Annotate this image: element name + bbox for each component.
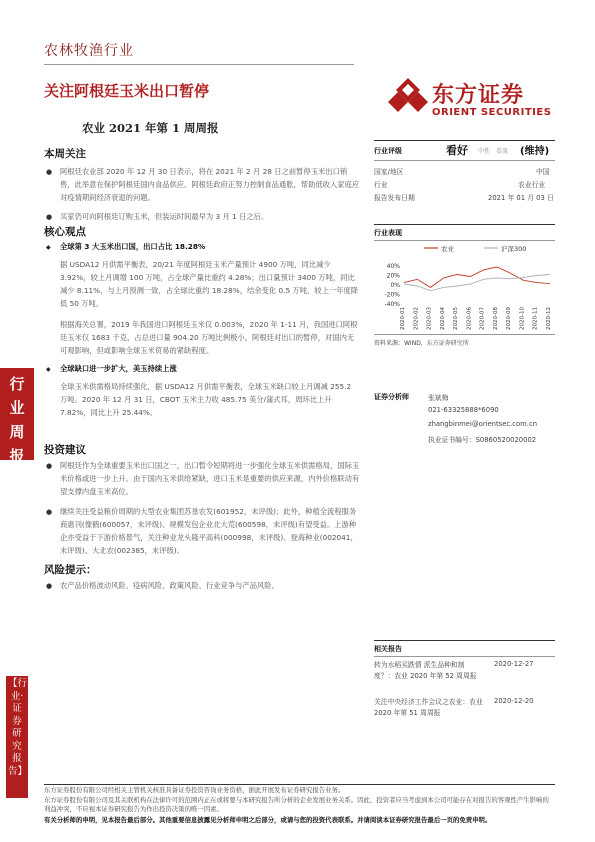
x-tick-label: 2020-05 [453,307,460,330]
x-tick-label: 2020-12 [546,307,552,330]
risk-paragraph: 农产品价格波动风险、疫病风险、政策风险、行业竞争与产品风险。 [60,581,279,590]
x-tick-label: 2020-07 [479,307,486,330]
related-report-link[interactable]: 转为水稻买跌情 派生品种和制度？：农业 2020 年第 52 周周报 [374,661,477,680]
rating-row-key: 行业 [374,181,388,189]
series-line [404,275,550,291]
performance-heading: 行业表现 [374,229,402,237]
analyst-phone: 021-63325888*6090 [428,406,499,414]
square-bullet-icon: ◆ [46,244,51,251]
divider [374,640,555,641]
x-tick-label: 2020-06 [466,307,473,330]
chart-source: 资料来源：WIND，东方证券研究所 [374,340,469,347]
report-title: 关注阿根廷玉米出口暂停 [44,82,210,100]
y-tick-label: 0% [390,282,400,289]
series-line [404,267,550,287]
divider [44,64,354,65]
rating-row-value: 中国 [536,168,550,176]
analyst-heading: 证券分析师 [374,393,409,401]
x-tick-label: 2020-10 [519,307,526,330]
vertical-label: 【行业·证券研究报告】 [8,678,28,777]
core-point-2-title: 全球缺口进一步扩大，美玉持续上涨 [60,364,177,373]
divider [374,224,555,225]
legend-label: 农业 [441,245,454,253]
bullet-icon: ● [46,582,53,590]
sector-title: 农林牧渔行业 [44,43,134,59]
core-point-1-title: 全球第 3 大玉米出口国，出口占比 18.28% [60,242,206,251]
x-tick-label: 2020-11 [532,307,539,330]
logo-name-en: ORIENT SECURITIES [432,107,552,118]
core-heading: 核心观点 [44,226,86,238]
advice-paragraph-1: 阿根廷作为全球重要玉米出口国之一，出口暂令短期将进一步强化全球玉米供需格局，国际玉米价格或进一步上升。由于国内玉米供给紧缺，进口玉米是重要的供应来源，内外价格联动有望支撑内盘玉米高位。 [60,461,360,496]
focus-heading: 本周关注 [44,148,86,160]
x-tick-label: 2020-09 [506,307,513,330]
bullet-icon: ● [46,462,53,470]
x-tick-label: 2020-01 [400,307,406,330]
y-tick-label: -40% [384,301,400,308]
rating-value: 看好 [446,144,468,157]
x-tick-label: 2020-04 [439,307,446,330]
bullet-icon: ● [46,213,53,221]
core-point-2-text: 全球玉米供需格局持续强化，据 USDA12 月供需平衡表，全球玉米缺口较上月调减 255.2 万吨。2020 年 12 月 31 日，CBOT 玉米主力收 485.75 美分/蒲式耳，周环比上升 7.82%，同比上升 25.44%。 [60,382,352,417]
related-report-date: 2020-12-20 [494,697,534,705]
risk-heading: 风险提示： [44,564,97,576]
rating-row-value: 2021 年 01 月 03 日 [488,194,554,202]
rating-label: 行业评级 [374,147,402,155]
x-tick-label: 2020-03 [426,307,433,330]
x-tick-label: 2020-02 [413,307,420,330]
y-tick-label: 20% [386,272,400,280]
focus-paragraph-1: 阿根廷农业部 2020 年 12 月 30 日表示，将在 2021 年 2 月 28 日之前暂停玉米出口销售，此举意在保护阿根廷国内食品供应。阿根廷政府正努力控制食品通胀，帮助低收入家庭应对疫情期间经济衰退的问题。 [60,167,360,202]
divider [374,240,555,241]
core-point-1-text: 据 USDA12 月供需平衡表，20/21 年度阿根廷玉米产量预计 4900 万吨，同比减少 3.92%，较上月调增 100 万吨，占全球产量比重约 4.28%；出口量预计 3400 万吨，同比减少 8.11%，与上月预测一致，占全球比重约 18.28%，结余变化 0.5 万吨，较上一年度降低 50 万吨。 [60,260,359,308]
footer-line-1: 东方证券股份有限公司经相关主管机关核准具备证券投资咨询业务资格，据此开展发布证券研究报告业务。 [44,786,345,794]
logo-name-cn: 东方证券 [432,83,525,108]
related-report-date: 2020-12-27 [494,660,534,668]
x-tick-label: 2020-08 [492,307,499,330]
rating-row-key: 报告发布日期 [374,194,415,202]
square-bullet-icon: ◆ [46,366,51,373]
divider [374,160,555,161]
analyst-name: 张斌梅 [428,394,449,402]
divider [374,140,555,141]
report-type-label: 行业周报 [9,375,25,465]
report-subtitle: 农业 2021 年第 1 周周报 [82,121,219,135]
divider [44,784,555,785]
footer-line-2: 东方证券股份有限公司及其关联机构在法律许可的范围内正在或将要与本研究报告所分析的企业发展业务关系。因此，投资者应当考虑到本公司可能存在对报告的客观性产生影响的利益冲突，不应视本证券研究报告为作出投资决策的唯一因素。 [44,796,549,813]
rating-row-key: 国家/地区 [374,168,404,176]
divider [374,334,555,335]
rating-row-value: 农业行业 [518,181,546,189]
divider [374,656,555,657]
y-tick-label: -20% [384,291,400,299]
orient-logo-icon [388,76,428,116]
footer-line-3: 有关分析师的申明，见本报告最后部分。其他重要信息披露见分析师申明之后部分，或请与您的投资代表联系。并请阅读本证券研究报告最后一页的免责申明。 [44,816,492,824]
rating-status: (维持) [520,146,550,157]
performance-chart [374,242,555,332]
focus-paragraph-2: 买家仍可向阿根廷订购玉米，但装运时间最早为 3 月 1 日之后。 [60,212,269,221]
core-point-1-text-2: 根据海关总署，2019 年我国进口阿根廷玉米仅 0.003%，2020 年 1-11 月，我国进口阿根廷玉米仅 1683 千克，占总进口量 904.20 万吨比例极小，阿根廷对出口的暂停，对国内无可观影响，但或影响全球玉米贸易的紧缺程度。 [60,320,358,355]
y-tick-label: 40% [386,263,400,270]
advice-paragraph-2: 继续关注受益粮价周期的大型农业集团苏垦农发(601952，未评级)；此外，种植全流程服务商惠刊(像鹤(600057，未评级)、规模发包企业北大荒(600598，未评级)有望受益。上游种企亦受益于下游价格景气，关注种业龙头隆平高科(000998，未评级)、登海种业(002041，未评级)、大北农(002385，未评级)。 [60,507,358,555]
legend-label: 沪深300 [501,245,527,253]
analyst-cert: 执业证书编号：S0860520020002 [428,436,537,444]
analyst-email[interactable]: zhangbinmei@orientsec.com.cn [428,420,537,428]
related-heading: 相关报告 [374,645,402,653]
rating-options: 中性 看淡 [478,148,509,155]
advice-heading: 投资建议 [44,444,86,456]
bullet-icon: ● [46,168,53,176]
related-report-link[interactable]: 关注中央经济工作会议之农业：农业 2020 年第 51 周周报 [374,698,483,717]
bullet-icon: ● [46,508,53,516]
